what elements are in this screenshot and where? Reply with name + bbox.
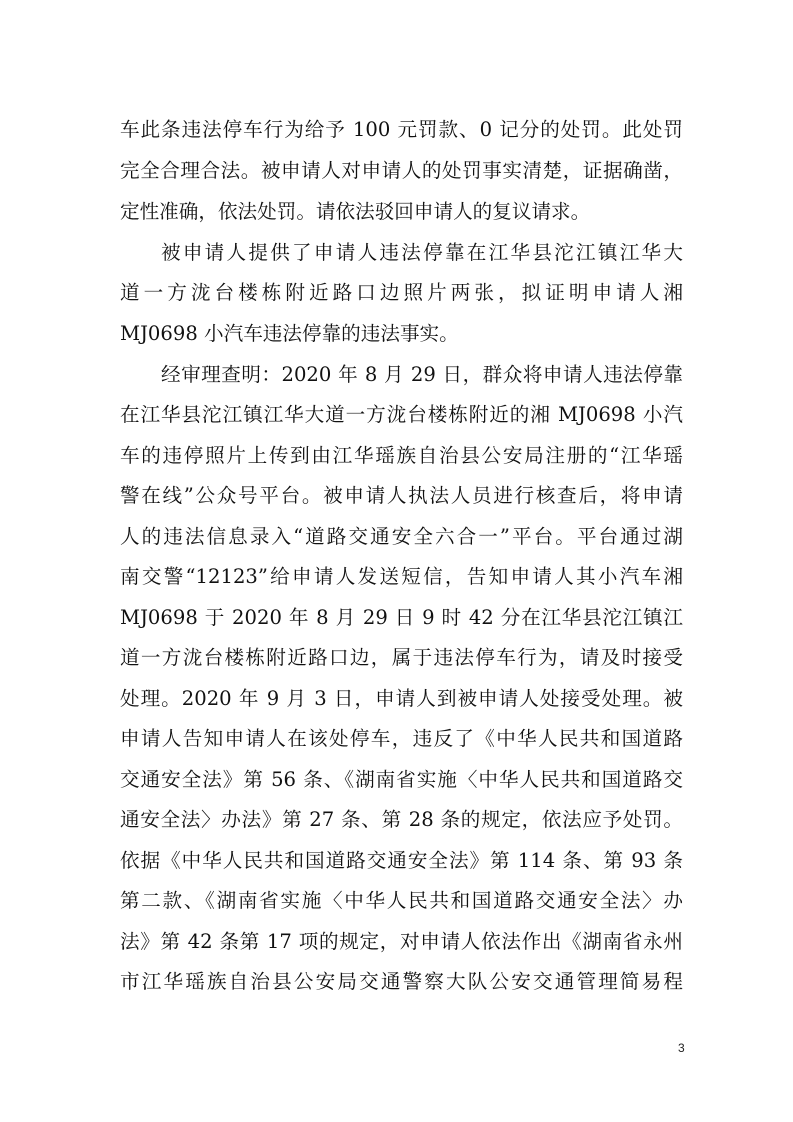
text-line: 南交警“12123”给申请人发送短信，告知申请人其小汽车湘: [120, 565, 683, 588]
text-line: 定性准确，依法处罚。请依法驳回申请人的复议请求。: [120, 200, 591, 223]
text-line: 道一方泷台楼栋附近路口边照片两张，拟证明申请人湘: [120, 281, 683, 304]
text-line: MJ0698 于 2020 年 8 月 29 日 9 时 42 分在江华县沱江镇江: [120, 606, 683, 629]
text-line: 第二款、《湖南省实施〈中华人民共和国道路交通安全法〉办: [120, 889, 683, 912]
text-line: 经审理查明：2020 年 8 月 29 日，群众将申请人违法停靠: [161, 363, 683, 386]
text-line: MJ0698 小汽车违法停靠的违法事实。: [120, 322, 459, 345]
text-line: 人的违法信息录入“道路交通安全六合一”平台。平台通过湖: [120, 525, 683, 548]
text-line: 申请人告知申请人在该处停车，违反了《中华人民共和国道路: [120, 727, 683, 750]
page-number: 3: [678, 1041, 685, 1055]
text-line: 通安全法〉办法》第 27 条、第 28 条的规定，依法应予处罚。: [120, 808, 683, 831]
text-line: 交通安全法》第 56 条、《湖南省实施〈中华人民共和国道路交: [120, 768, 683, 791]
text-line: 依据《中华人民共和国道路交通安全法》第 114 条、第 93 条: [120, 849, 683, 872]
text-line: 法》第 42 条第 17 项的规定，对申请人依法作出《湖南省永州: [120, 930, 683, 953]
text-line: 警在线”公众号平台。被申请人执法人员进行核查后，将申请: [120, 484, 683, 507]
text-line: 被申请人提供了申请人违法停靠在江华县沱江镇江华大: [161, 241, 683, 264]
text-line: 车此条违法停车行为给予 100 元罚款、0 记分的处罚。此处罚: [120, 118, 683, 141]
text-line: 车的违停照片上传到由江华瑶族自治县公安局注册的“江华瑶: [120, 444, 683, 467]
text-line: 在江华县沱江镇江华大道一方泷台楼栋附近的湘 MJ0698 小汽: [120, 403, 683, 426]
text-line: 道一方泷台楼栋附近路口边，属于违法停车行为，请及时接受: [120, 646, 683, 669]
text-line: 处理。2020 年 9 月 3 日，申请人到被申请人处接受处理。被: [120, 687, 683, 710]
text-line: 完全合理合法。被申请人对申请人的处罚事实清楚，证据确凿，: [120, 159, 683, 182]
text-line: 市江华瑶族自治县公安局交通警察大队公安交通管理简易程: [120, 970, 683, 993]
